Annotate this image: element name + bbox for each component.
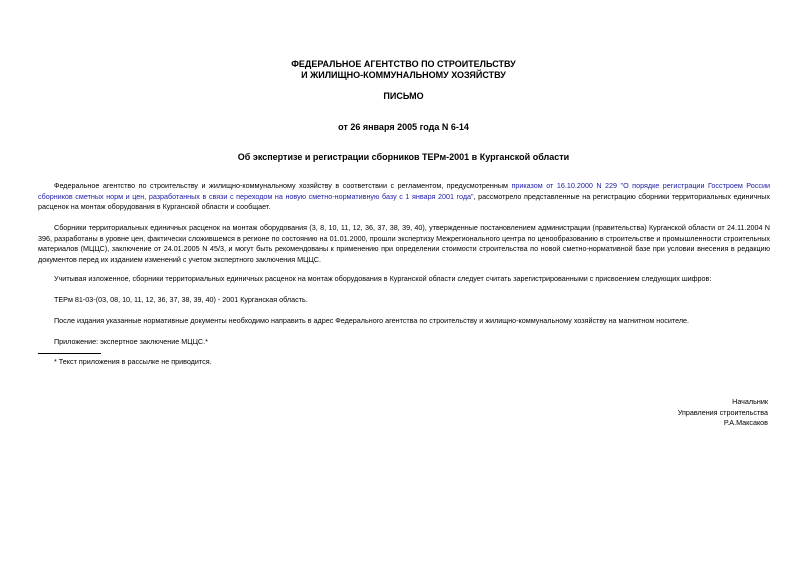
paragraph-1 [38,181,770,213]
document-type: ПИСЬМО [383,91,424,101]
signatory-title-1: Начальник [732,397,768,406]
paragraph-1-text-start: Федеральное агентство по строительству и жилищно-коммунальному хозяйству в соответствии с регламентом, предусмотренным [54,181,512,190]
document-date: от 26 января 2005 года N 6-14 [338,122,469,132]
signatory-title-2: Управления строительства [677,407,768,417]
agency-title-line2: И ЖИЛИЩНО-КОММУНАЛЬНОМУ ХОЗЯЙСТВУ [301,70,506,80]
agency-title-line1: ФЕДЕРАЛЬНОЕ АГЕНТСТВО ПО СТРОИТЕЛЬСТВУ [291,59,516,69]
document-subject: Об экспертизе и регистрации сборников ТЕРм-2001 в Курганской области [237,152,570,162]
paragraph-2: Сборники территориальных единичных расценок на монтаж оборудования (3, 8, 10, 11, 12, 36, 37, 38, 39, 40), утвержденные постановлением администрации (правительства) Курганской области от 24.11.2004 N 396, разработаны в уровне цен, фактически сложившемся в регионе по состоянию на 01.01.2000, прошли экспертизу Межрегионального центра по ценообразованию в строительстве и промышленности строительных материалов (МЦЦС), заключение от 24.01.2005 N 45/3, и могут быть рекомендованы к применению при определении стоимости строительства по новой сметно-нормативной базе при условии внесения в редакцию документов перед их изданием изменений с учетом экспертного заключения МЦЦС. [38,223,770,264]
paragraph-1-text-end: , рассмотрело представленные на регистрацию сборники территориальных единичных расценок на монтаж оборудования в Курганской области и сообщает. [38,191,771,211]
paragraph-5: После издания указанные нормативные документы необходимо направить в адрес Федерального агентства по строительству и жилищно-коммунальному хозяйству на магнитном носителе. [54,316,690,325]
footnote: * Текст приложения в рассылке не приводится. [54,357,212,366]
footnote-divider [38,353,101,354]
paragraph-3: Учитывая изложенное, сборники территориальных единичных расценок на монтаж оборудования в Курганской области следует считать зарегистрированными с присвоением следующих шифров: [54,274,712,283]
paragraph-6: Приложение: экспертное заключение МЦЦС.* [54,337,208,346]
signature-block [678,397,768,429]
order-link[interactable]: приказом от 16.10.2000 N 229 "О порядке регистрации Госстроем России сборников сметных норм и цен, разработанных в связи с переходом на новую сметно-нормативную базу с 1 января 2001 года" [38,181,770,201]
signatory-name: Р.А.Максаков [723,418,768,427]
paragraph-4: ТЕРм 81-03-(03, 08, 10, 11, 12, 36, 37, 38, 39, 40) - 2001 Курганская область. [54,295,308,304]
